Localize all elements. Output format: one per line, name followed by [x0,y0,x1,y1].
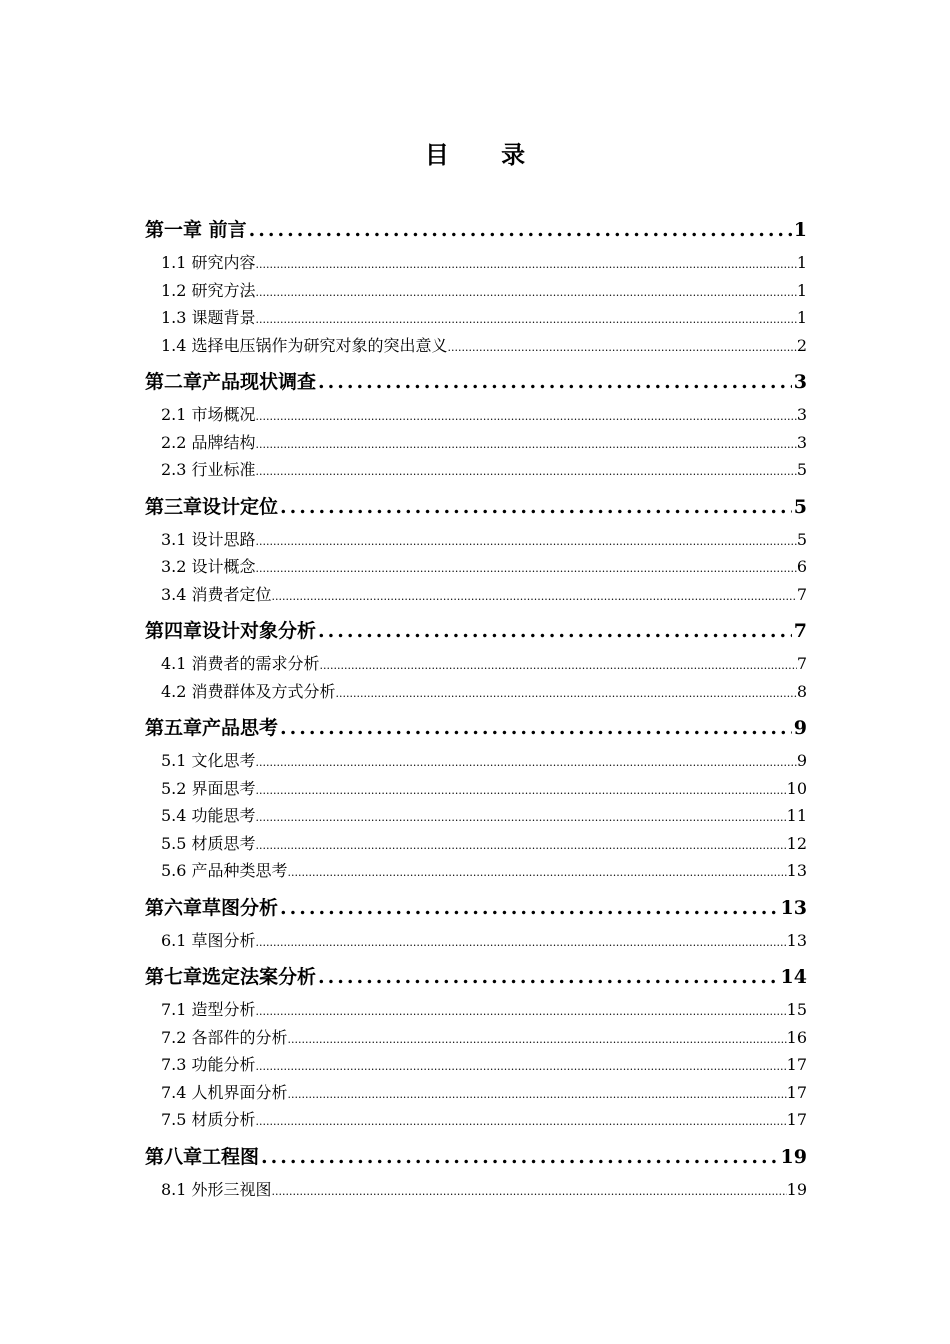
toc-entry[interactable] [145,554,807,582]
toc-chapter[interactable] [145,493,807,521]
dot-leader [280,714,792,742]
entry-page: 2 [796,335,807,355]
entry-label: 5.1 文化思考 [161,751,256,770]
entry-label: 1.2 研究方法 [161,280,256,300]
dot-leader [256,778,787,804]
dot-leader [256,404,797,430]
chapter-page: 3 [793,371,807,393]
dot-leader [256,999,787,1025]
chapter-label: 第一章 前言 [145,219,247,241]
toc-entry[interactable] [145,278,807,306]
toc-entry[interactable] [145,679,807,707]
dot-leader [261,1143,779,1171]
entry-page: 8 [796,681,807,701]
toc-chapter[interactable] [145,368,807,396]
chapter-label: 第三章设计定位 [145,495,279,518]
chapter-label: 第五章产品思考 [145,717,279,739]
toc-entry[interactable] [145,305,807,333]
dot-leader [249,216,792,244]
entry-label: 3.4 消费者定位 [161,584,272,604]
dot-leader [320,653,797,679]
chapter-page: 13 [780,896,807,919]
dot-leader [318,617,792,645]
entry-page: 16 [786,1027,807,1047]
entry-page: 11 [786,806,807,825]
toc-entry[interactable] [145,333,807,361]
toc-entry[interactable] [145,928,807,956]
entry-label: 3.1 设计思路 [161,529,256,549]
chapter-page: 5 [793,495,807,518]
entry-page: 17 [786,1055,807,1074]
toc-chapter[interactable] [145,963,807,991]
toc-chapter[interactable] [145,714,807,742]
table-of-contents [145,216,807,1204]
dot-leader [288,1027,787,1053]
entry-page: 15 [786,1000,807,1019]
entry-label: 7.1 造型分析 [161,1000,256,1019]
entry-label: 2.3 行业标准 [161,460,256,479]
toc-entry[interactable] [145,1052,807,1080]
dot-leader [256,750,797,776]
dot-leader [318,963,779,991]
toc-entry[interactable] [145,831,807,859]
entry-label: 1.1 研究内容 [161,253,256,272]
chapter-page: 7 [793,620,807,642]
chapter-page: 1 [793,219,807,241]
entry-label: 7.5 材质分析 [161,1110,256,1129]
dot-leader [256,459,797,485]
entry-label: 7.2 各部件的分析 [161,1027,288,1047]
entry-label: 8.1 外形三视图 [161,1179,272,1199]
entry-page: 13 [786,861,807,880]
entry-label: 7.4 人机界面分析 [161,1082,288,1102]
entry-label: 1.3 课题背景 [161,308,256,327]
toc-chapter[interactable] [145,1143,807,1171]
toc-entry[interactable] [145,1107,807,1135]
dot-leader [256,280,797,306]
entry-label: 5.6 产品种类思考 [161,861,288,880]
dot-leader [256,930,787,956]
chapter-page: 19 [780,1145,807,1168]
entry-label: 7.3 功能分析 [161,1055,256,1074]
dot-leader [272,1179,787,1205]
toc-chapter[interactable] [145,617,807,645]
dot-leader [288,860,787,886]
dot-leader [272,584,797,610]
entry-label: 5.2 界面思考 [161,778,256,798]
dot-leader [256,1054,787,1080]
entry-page: 5 [796,529,807,549]
dot-leader [280,894,779,922]
dot-leader [256,833,787,859]
chapter-page: 9 [793,717,807,739]
chapter-label: 第六章草图分析 [145,896,279,919]
entry-page: 19 [786,1179,807,1199]
entry-page: 1 [796,308,807,327]
entry-page: 10 [786,778,807,798]
dot-leader [256,1109,787,1135]
entry-label: 2.2 品牌结构 [161,432,256,452]
dot-leader [318,368,792,396]
dot-leader [256,529,797,555]
toc-entry[interactable] [145,776,807,804]
chapter-page: 14 [780,966,807,988]
entry-page: 6 [796,557,807,576]
dot-leader [256,307,797,333]
entry-page: 7 [796,654,807,673]
dot-leader [280,493,792,521]
entry-label: 3.2 设计概念 [161,557,256,576]
chapter-label: 第七章选定法案分析 [145,966,317,988]
entry-page: 5 [796,460,807,479]
dot-leader [256,252,797,278]
toc-entry[interactable] [145,430,807,458]
dot-leader [336,681,797,707]
toc-entry[interactable] [145,1080,807,1108]
entry-label: 5.4 功能思考 [161,806,256,825]
toc-entry[interactable] [145,402,807,430]
dot-leader [288,1082,787,1108]
toc-entry[interactable] [145,582,807,610]
toc-entry[interactable] [145,803,807,831]
entry-label: 5.5 材质思考 [161,833,256,853]
chapter-label: 第四章设计对象分析 [145,620,317,642]
entry-page: 12 [786,833,807,853]
entry-label: 6.1 草图分析 [161,930,256,950]
chapter-label: 第二章产品现状调查 [145,371,317,393]
dot-leader [256,805,787,831]
toc-chapter[interactable] [145,894,807,922]
toc-entry[interactable] [145,250,807,278]
toc-entry[interactable] [145,858,807,886]
entry-label: 4.1 消费者的需求分析 [161,654,320,673]
entry-page: 7 [796,584,807,604]
entry-page: 3 [796,432,807,452]
entry-page: 9 [796,751,807,770]
entry-label: 2.1 市场概况 [161,405,256,424]
toc-chapter[interactable] [145,216,807,244]
entry-label: 4.2 消费群体及方式分析 [161,681,336,701]
entry-page: 1 [796,280,807,300]
toc-entry[interactable] [145,651,807,679]
toc-entry[interactable] [145,997,807,1025]
entry-page: 1 [796,253,807,272]
dot-leader [448,335,797,361]
entry-page: 3 [796,405,807,424]
toc-entry[interactable] [145,1025,807,1053]
toc-title: 目 录 [424,140,548,169]
entry-label: 1.4 选择电压锅作为研究对象的突出意义 [161,335,448,355]
toc-entry[interactable] [145,1177,807,1205]
chapter-label: 第八章工程图 [145,1145,260,1168]
entry-page: 17 [786,1082,807,1102]
toc-entry[interactable] [145,457,807,485]
entry-page: 13 [786,930,807,950]
dot-leader [256,432,797,458]
toc-entry[interactable] [145,748,807,776]
toc-entry[interactable] [145,527,807,555]
entry-page: 17 [786,1110,807,1129]
dot-leader [256,556,797,582]
